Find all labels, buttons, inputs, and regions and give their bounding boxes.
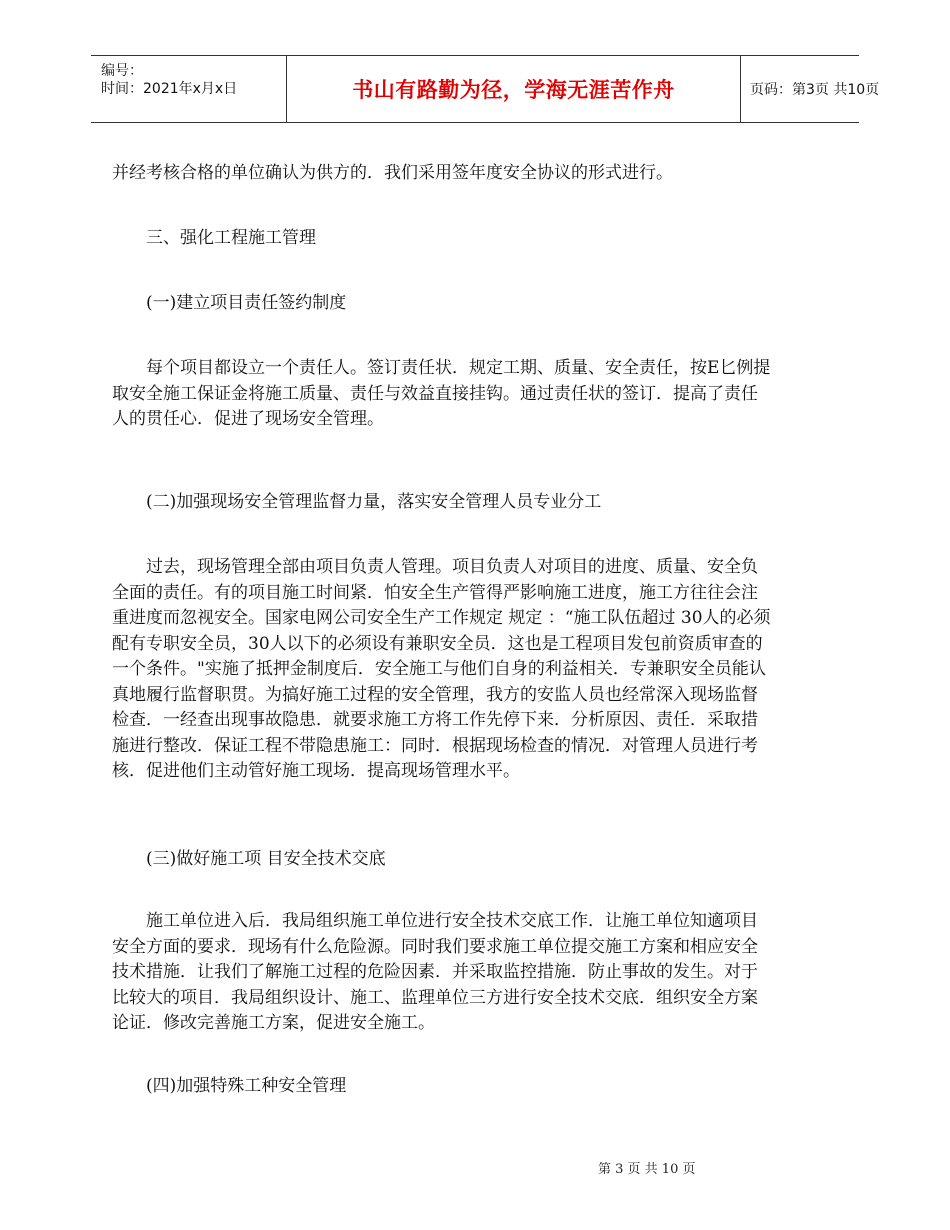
subheading-4: (四)加强特殊工种安全管理 — [146, 1076, 347, 1096]
header-motto-cell — [286, 56, 741, 122]
motto-text: 书山有路勤为径，学海无涯苦作舟 — [352, 78, 675, 102]
time-label: 时间：2021年x月x日 — [101, 81, 238, 97]
header-page-cell — [740, 56, 880, 122]
page-info: 页码：第3页 共10页 — [750, 82, 880, 98]
section-heading-3: 三、强化工程施工管理 — [146, 228, 316, 248]
number-label: 编号： — [101, 63, 143, 79]
page-header — [91, 55, 880, 123]
page-footer: 第 3 页 共 10 页 — [598, 1162, 696, 1177]
header-meta — [91, 56, 286, 122]
subheading-1: (一)建立项目责任签约制度 — [146, 293, 347, 313]
paragraph-2: 每个项目都设立一个责任人。签订责任状．规定工期、质量、安全责任，按E匕例提取安全施工保证金将施工质量、责任与效益直接挂钩。通过责任状的签订．提高了责任人的贯任心．促进了现场安全管理。 — [112, 358, 771, 429]
subheading-3: (三)做好施工项 目安全技术交底 — [146, 849, 386, 869]
subheading-2: (二)加强现场安全管理监督力量，落实安全管理人员专业分工 — [146, 492, 602, 512]
paragraph-3: 过去，现场管理全部由项目负责人管理。项目负责人对项目的进度、质量、安全负全面的责任。有的项目施工时间紧．怕安全生产管得严影响施工进度，施工方往往会注重进度而忽视安全。国家电网公司安全生产工作规定 规定 ：“施工队伍超过 30人的必须配有专职安全员，30人以下的必须设有兼职安全员．这也是工程项目发包前资质审查的一个条件。"实施了抵押金制度后．安全施工与他们自身的利益相关．专兼职安全员能认真地履行监督职贯。为搞好施工过程的安全管理，我方的安监人员也经常深入现场监督检查．一经查出现事故隐患．就要求施工方将工作先停下来．分析原因、责任．采取措施进行整改．保证工程不带隐患施工：同时．根据现场检查的情况．对管理人员进行考核．促进他们主动管好施工现场．提高现场管理水平。 — [112, 557, 771, 781]
paragraph-1: 并经考核合格的单位确认为供方的．我们采用签年度安全协议的形式进行。 — [112, 163, 673, 183]
paragraph-4: 施工单位进入后．我局组织施工单位进行安全技术交底工作．让施工单位知適项目安全方面的要求．现场有什么危险源。同时我们要求施工单位提交施工方案和相应安全技术措施．让我们了解施工过程的危险因素．并采取监控措施．防止事故的发生。对于比较大的项目．我局组织设计、施工、监理单位三方进行安全技术交底．组织安全方案论证．修改完善施工方案，促进安全施工。 — [112, 911, 758, 1033]
